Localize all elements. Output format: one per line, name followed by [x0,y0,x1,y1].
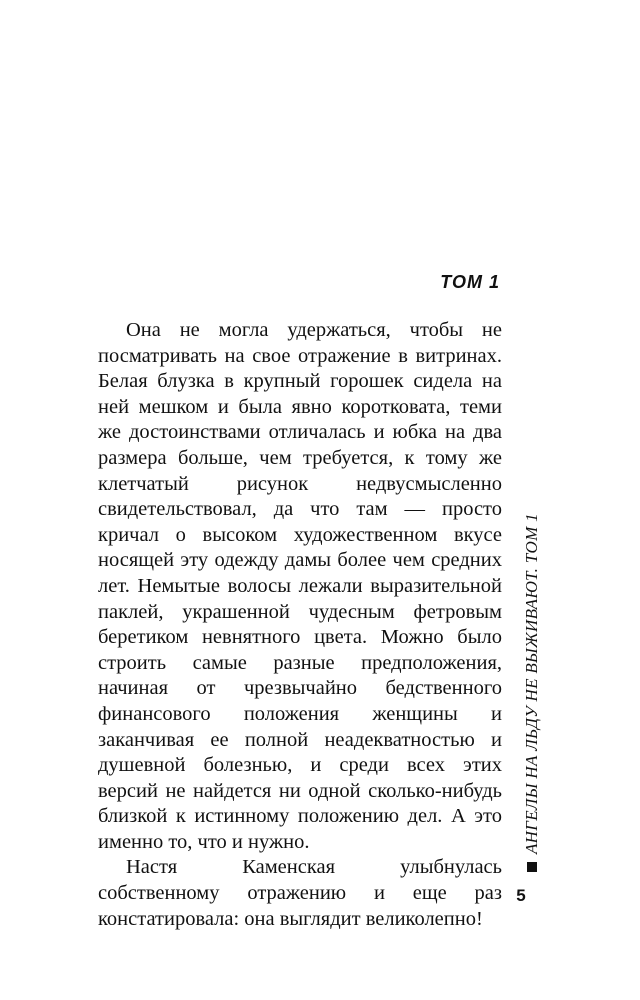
section-heading: ТОМ 1 [440,272,500,292]
paragraph-2: Настя Каменская улыбнулась собственному отражению и еще раз констатировала: она выглядит великолепно! [98,856,502,930]
paragraph-1: Она не могла удержаться, чтобы не посматривать на свое отражение в витринах. Белая блузка в крупный горошек сидела на ней мешком и была явно коротковата, теми же достоинствами отличалась и юбка на два размера больше, чем требуется, к тому же клетчатый рисунок недвусмысленно свидетельствовал, да что там — просто кричал о высоком художественном вкусе носящей эту одежду дамы более чем средних лет. Немытые волосы лежали выразительной паклей, украшенной чудесным фетровым беретиком невнятного цвета. Можно было строить самые разные предположения, начиная от чрезвычайно бедственного финансового положения женщины и заканчивая ее полной неадекватностью и душевной болезнью, и среди всех этих версий не найдется ни одной сколько-нибудь близкой к истинному положению дел. А это именно то, что и нужно. [98,319,502,853]
square-marker-icon [527,862,537,872]
running-title-text: АНГЕЛЫ НА ЛЬДУ НЕ ВЫЖИВАЮТ. ТОМ 1 [522,513,541,854]
page-number: 5 [516,886,526,905]
running-title [512,432,552,872]
body-text [98,318,502,932]
